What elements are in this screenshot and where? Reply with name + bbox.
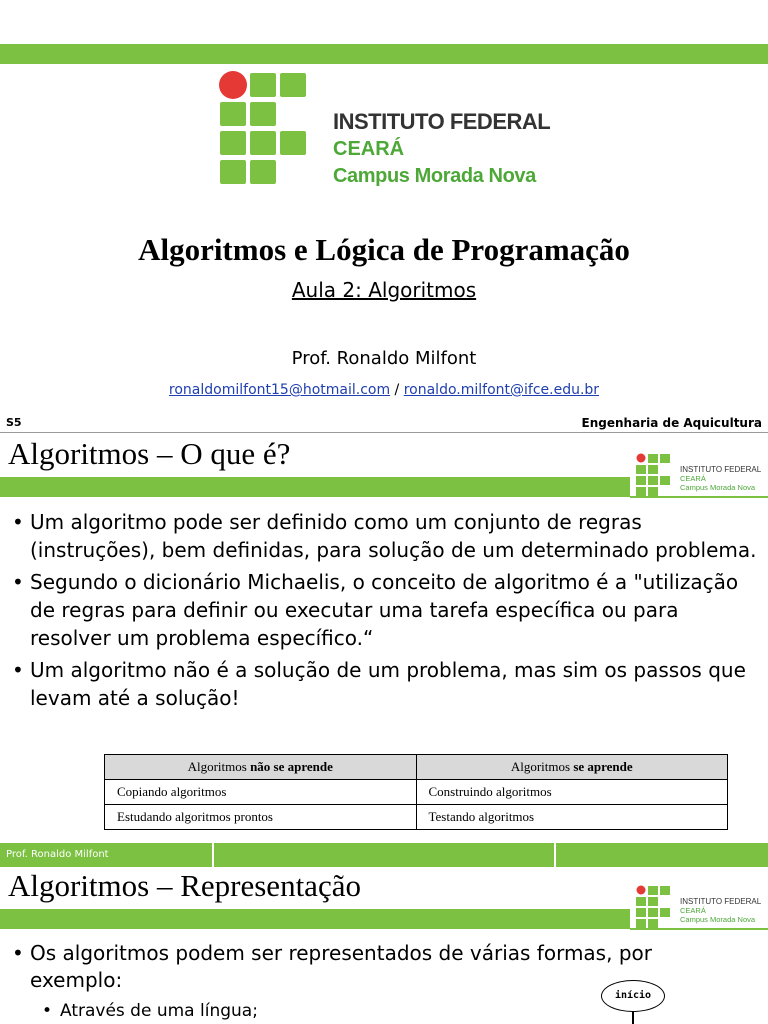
table-header-cell: Algoritmos não se aprende (105, 755, 417, 780)
if-logo-small-icon (636, 885, 672, 929)
table-cell: Construindo algoritmos (416, 780, 728, 805)
logo-text-small (680, 465, 761, 492)
email-link-hotmail[interactable]: ronaldomilfont15@hotmail.com (168, 382, 391, 398)
email-link-ifce[interactable]: ronaldo.milfont@ifce.edu.br (403, 382, 600, 398)
footer-cell (556, 843, 768, 867)
logo-small-line-campus: Campus Morada Nova (680, 483, 756, 492)
logo-line-campus: Campus Morada Nova (333, 165, 536, 187)
logo-small-line-ceara: CEARÁ (680, 474, 706, 483)
if-logo-small-icon (636, 453, 672, 497)
slide3-title-bar-right (630, 928, 768, 930)
slide2-title: Algoritmos – O que é? (8, 436, 291, 471)
logo-line-ceara: CEARÁ (333, 138, 405, 160)
table-header-cell: Algoritmos se aprende (416, 755, 728, 780)
table-row (105, 780, 728, 805)
slide2-footer (0, 843, 768, 867)
slide2-bullet: • Um algoritmo não é a solução de um problema, mas sim os passos que levam até a solução! (8, 656, 760, 712)
slide1-title: Algoritmos e Lógica de Programação (138, 232, 630, 267)
slide3-subbullet: • Através de uma língua; (38, 999, 538, 1023)
slide2-footer-author: Prof. Ronaldo Milfont (6, 849, 109, 860)
table-cell: Testando algoritmos (416, 805, 728, 830)
footer-cell (214, 843, 554, 867)
table-cell: Estudando algoritmos prontos (105, 805, 417, 830)
slide1-emails (0, 382, 768, 398)
slide2-bullet: • Segundo o dicionário Michaelis, o conceito de algoritmo é a "utilização de regras para definir ou executar uma tarefa específica ou para resolver um problema específico.“ (8, 568, 760, 652)
logo-small-line-instituto: INSTITUTO FEDERAL (680, 897, 762, 906)
comparison-table (104, 754, 728, 830)
slide2-bullets (8, 508, 760, 712)
logo-small-line-ceara: CEARÁ (680, 906, 706, 915)
slide3-subbullets (38, 999, 538, 1023)
logo-small-line-campus: Campus Morada Nova (680, 915, 756, 924)
email-separator: / (390, 382, 404, 398)
flowchart-start-node (601, 980, 665, 1012)
flowchart-arrow (632, 1012, 634, 1024)
slide3-title: Algoritmos – Representação (8, 868, 361, 903)
if-logo-icon (218, 70, 308, 188)
slide3-bullets (8, 940, 688, 994)
logo-line-instituto: INSTITUTO FEDERAL (333, 109, 551, 134)
logo-small-line-instituto: INSTITUTO FEDERAL (680, 465, 762, 474)
slide1-footer-right: Engenharia de Aquicultura (581, 416, 762, 430)
slide1-top-bar (0, 44, 768, 64)
flowchart-start-label: início (614, 990, 652, 1001)
slide3-title-bar (0, 909, 630, 929)
table-row (105, 805, 728, 830)
slide2-bullet: • Um algoritmo pode ser definido como um conjunto de regras (instruções), bem definidas, para solução de um determinado problema. (8, 508, 760, 564)
slide1-subtitle: Aula 2: Algoritmos (291, 278, 477, 302)
logo-text-small (680, 897, 761, 924)
table-header-row (105, 755, 728, 780)
slide2-title-bar (0, 477, 630, 497)
slide1-footer-left: S5 (6, 416, 22, 429)
logo-text (333, 108, 550, 190)
slide1-author: Prof. Ronaldo Milfont (291, 348, 477, 369)
slide2-title-bar-right (630, 496, 768, 498)
slide-divider (0, 432, 768, 433)
table-cell: Copiando algoritmos (105, 780, 417, 805)
slide3-bullet: • Os algoritmos podem ser representados de várias formas, por exemplo: (8, 940, 688, 994)
